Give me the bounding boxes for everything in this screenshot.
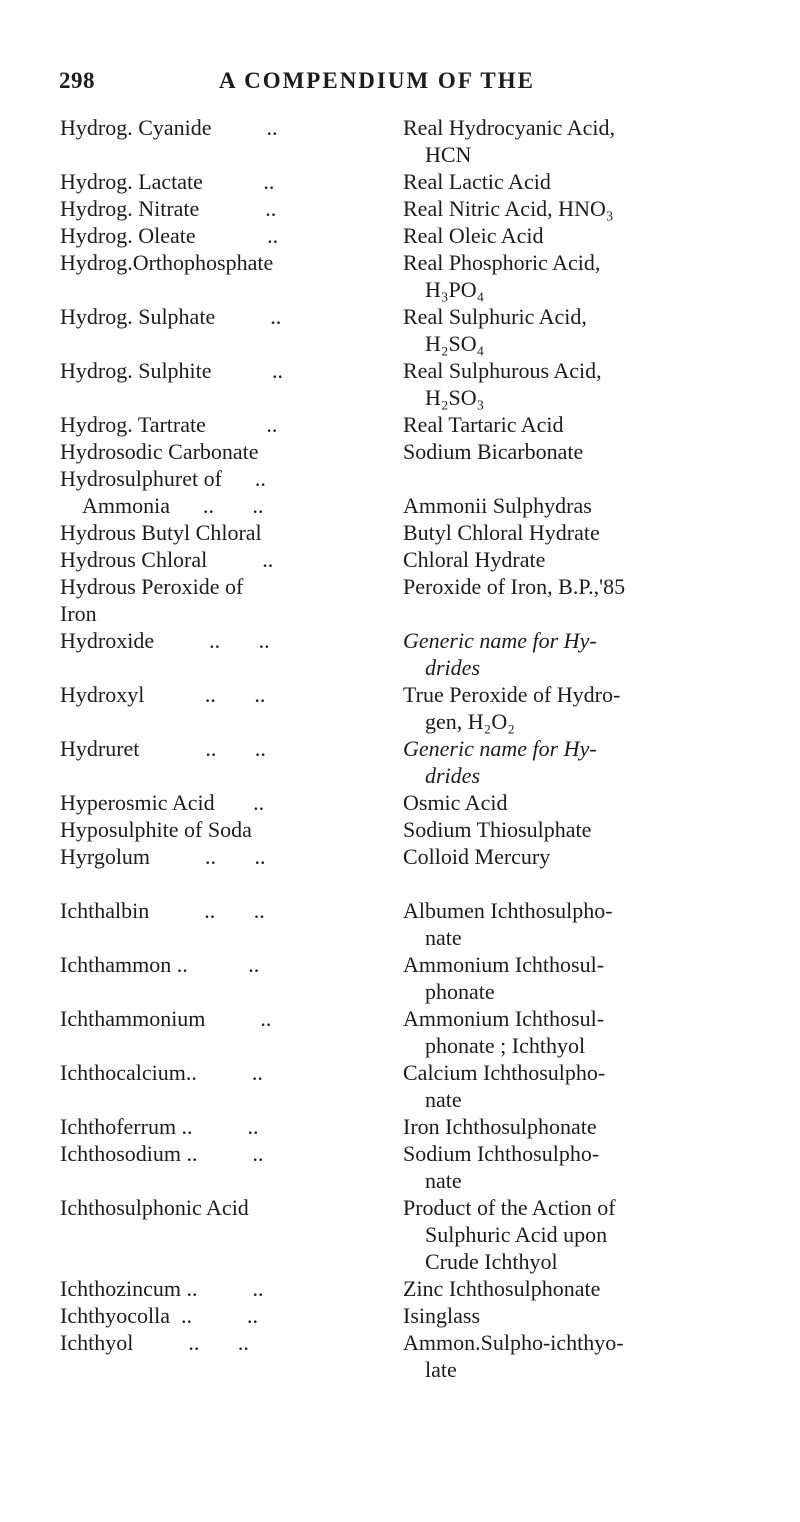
entry-definition: Real Sulphuric Acid, H₂SO₄ [403, 304, 587, 356]
list-item [60, 789, 750, 816]
page-number: 298 [59, 68, 95, 93]
list-item [60, 411, 750, 438]
entry-term: Ichthyol .. .. [60, 1330, 249, 1355]
entry-term: Ichthammon .. .. [60, 952, 260, 977]
list-item [60, 546, 750, 573]
list-item [60, 627, 750, 681]
list-item [60, 249, 750, 303]
entry-term: Ichthosodium .. .. [60, 1141, 264, 1166]
entry-definition: Zinc Ichthosulphonate [403, 1276, 601, 1301]
running-title: A COMPENDIUM OF THE [219, 68, 535, 93]
entry-term: Hydrog. Nitrate .. [60, 196, 277, 221]
entry-definition: Sodium Ichthosulpho- nate [403, 1141, 600, 1193]
entry-definition: Isinglass [403, 1303, 480, 1328]
entry-definition: Real Phosphoric Acid, H₃PO₄ [403, 250, 601, 302]
entry-definition: Real Oleic Acid [403, 223, 544, 248]
list-item [60, 681, 750, 735]
list-item [60, 573, 750, 627]
entry-term: Hydrous Peroxide of Iron [60, 574, 244, 626]
list-item [60, 303, 750, 357]
list-item [60, 168, 750, 195]
list-item [60, 465, 750, 519]
entry-definition: True Peroxide of Hydro- gen, H₂O₂ [403, 682, 621, 734]
entry-term: Hydrog. Cyanide .. [60, 115, 278, 140]
entry-term: Hydrosodic Carbonate [60, 439, 259, 464]
entry-term: Ichthozincum .. .. [60, 1276, 264, 1301]
entry-term: Hyrgolum .. .. [60, 844, 266, 869]
list-item [60, 1059, 750, 1113]
entry-definition: Generic name for Hy- drides [403, 628, 597, 680]
entry-definition: Ammonium Ichthosul- phonate [403, 952, 605, 1004]
list-item [60, 222, 750, 249]
entry-definition: Osmic Acid [403, 790, 508, 815]
entry-term: Ichthosulphonic Acid [60, 1195, 249, 1220]
entry-term: Hydruret .. .. [60, 736, 266, 761]
entry-definition: Colloid Mercury [403, 844, 551, 869]
list-item [60, 816, 750, 843]
entry-term: Ichthyocolla .. .. [60, 1303, 258, 1328]
list-item [60, 357, 750, 411]
list-item [60, 1005, 750, 1059]
entry-definition: Real Hydrocyanic Acid, HCN [403, 115, 615, 167]
list-item [60, 1302, 750, 1329]
entry-definition: Product of the Action of Sulphuric Acid upon Crude Ichthyol [403, 1195, 616, 1274]
entry-term: Hydrog. Lactate .. [60, 169, 275, 194]
entry-term: Hydroxyl .. .. [60, 682, 266, 707]
entry-term: Ichthoferrum .. .. [60, 1114, 259, 1139]
entry-term: Hyperosmic Acid .. [60, 790, 265, 815]
list-item [60, 951, 750, 1005]
entry-term: Hydrous Butyl Chloral [60, 520, 262, 545]
entry-term: Ichthalbin .. .. [60, 898, 265, 923]
entry-term: Hydrog. Sulphate .. [60, 304, 282, 329]
list-item [60, 843, 750, 870]
list-item [60, 1113, 750, 1140]
entry-term: Hydrog. Oleate .. [60, 223, 279, 248]
entry-term: Hydrog. Sulphite .. [60, 358, 284, 383]
list-item [60, 735, 750, 789]
list-item [60, 1194, 750, 1275]
list-item [60, 1140, 750, 1194]
list-item [60, 114, 750, 168]
entry-definition: Generic name for Hy- drides [403, 736, 597, 788]
list-item [60, 897, 750, 951]
entry-definition: Sodium Thiosulphate [403, 817, 592, 842]
entry-definition: Butyl Chloral Hydrate [403, 520, 600, 545]
entry-term: Hydrous Chloral .. [60, 547, 274, 572]
entry-definition: Ammonii Sulphydras [403, 493, 592, 518]
list-item [60, 195, 750, 222]
entry-term: Hydrog. Tartrate .. [60, 412, 278, 437]
entry-definition: Calcium Ichthosulpho- nate [403, 1060, 606, 1112]
entry-definition: Iron Ichthosulphonate [403, 1114, 597, 1139]
entry-term: Ichthammonium .. [60, 1006, 272, 1031]
entry-definition: Ammonium Ichthosul- phonate ; Ichthyol [403, 1006, 605, 1058]
entry-definition: Sodium Bicarbonate [403, 439, 584, 464]
list-item [60, 519, 750, 546]
entry-definition: Peroxide of Iron, B.P.,'85 [403, 574, 626, 599]
entry-definition: Real Nitric Acid, HNO₃ [403, 196, 614, 221]
entry-list [60, 114, 750, 1383]
entry-term: Hyposulphite of Soda [60, 817, 252, 842]
entry-definition: Ammon.Sulpho-ichthyo- late [403, 1330, 624, 1382]
entry-term: Hydroxide .. .. [60, 628, 270, 653]
entry-definition: Real Lactic Acid [403, 169, 551, 194]
entry-definition: Real Sulphurous Acid, H₂SO₃ [403, 358, 602, 410]
entry-definition: Real Tartaric Acid [403, 412, 564, 437]
entry-term: Hydrosulphuret of .. Ammonia .. .. [60, 466, 266, 518]
list-item [60, 1329, 750, 1383]
entry-definition: Albumen Ichthosulpho- nate [403, 898, 613, 950]
list-item [60, 438, 750, 465]
list-item [60, 1275, 750, 1302]
entry-term: Ichthocalcium.. .. [60, 1060, 263, 1085]
entry-term: Hydrog.Orthophosphate [60, 250, 274, 275]
entry-definition: Chloral Hydrate [403, 547, 546, 572]
